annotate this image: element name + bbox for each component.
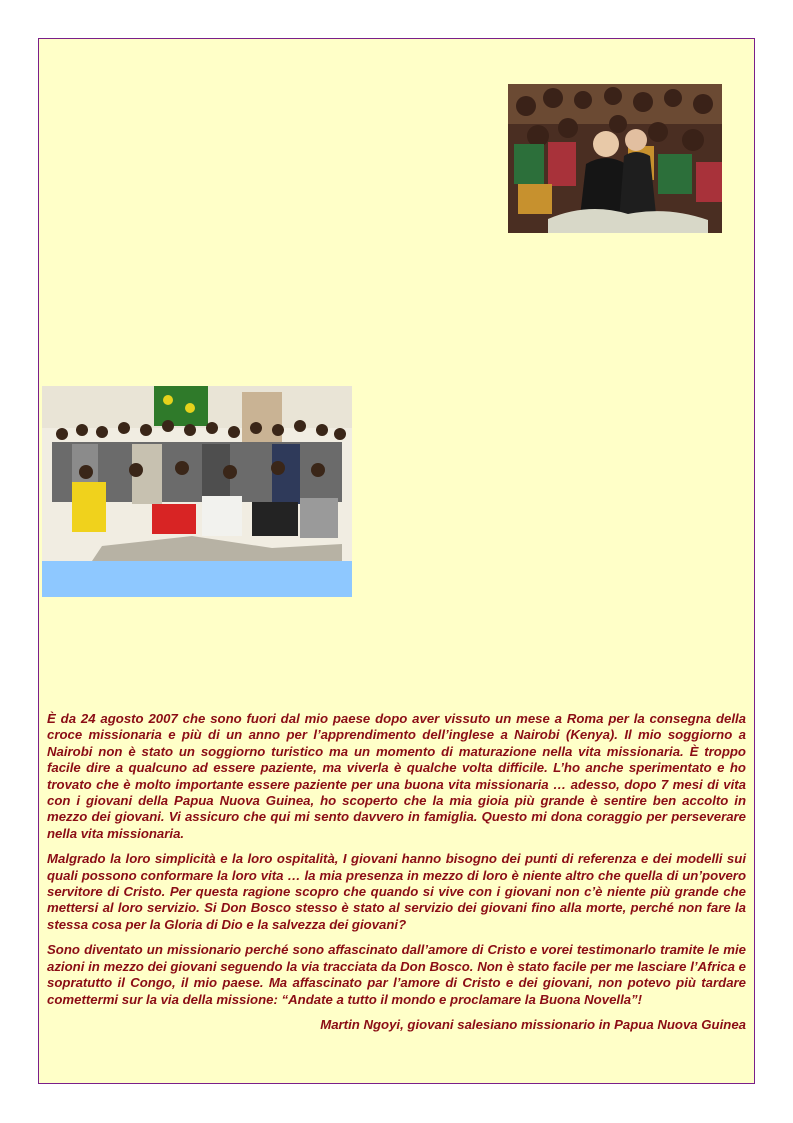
painting-illustration: [508, 84, 722, 233]
article-paragraph: Sono diventato un missionario perché sono affascinato dall’amore di Cristo e vorei testimonarlo tramite le mie azioni in mezzo dei giovani seguendo la via tracciata da Don Bosco. Non è stato facile per me lasciare l’Africa e sopratutto il Congo, il mio paese. Ma affascinato par l’amore di Cristo e dei giovani, non potevo più tardare comettermi sur la via della missione: “Andate a tutto il mondo e proclamare la Buona Novella”!: [47, 942, 746, 1007]
article-paragraph: Malgrado la loro simplicità e la loro ospitalità, I giovani hanno bisogno dei punti di referenza e dei modelli sui quali possono conformare la loro vita … la mia presenza in mezzo di loro è niente altro che quella di un’povero servitore di Cristo. Per questa ragione scopro che quando si vive con i giovani non c’è niente più grande che mettersi al loro servizio. Si Don Bosco stesso è stato al servizio dei giovani fino alla morte, perché non fare la stessa cosa per la Gloria di Dio e la salvezza dei giovani?: [47, 851, 746, 932]
youth-group-photo-image: [42, 386, 352, 597]
missionary-painting-image: [508, 84, 722, 233]
article-paragraph: È da 24 agosto 2007 che sono fuori dal mio paese dopo aver vissuto un mese a Roma per la consegna della croce missionaria e più di un anno per l’apprendimento dell’inglese a Nairobi (Kenya). Il mio soggiorno a Nairobi non è stato un soggiorno turistico ma un momento di maturazione nella vita missionaria. È troppo facile dire a qualcuno ad essere paziente, ma viverla è qualche volta difficile. L’ho anche sperimentato e ho trovato che è molto importante essere paziente per una buona vita missionaria … adesso, dopo 7 mesi di vita con i giovani della Papua Nuova Guinea, ho scoperto che la mia gioia più grande è sentire ben accolto in mezzo dei giovani. Vi assicuro che qui mi sento davvero in famiglia. Questo mi dona coraggio per perseverare nella vita missionaria.: [47, 711, 746, 841]
caption-band: [42, 561, 352, 597]
article-body: [47, 711, 746, 1042]
group-photo-illustration: [42, 386, 352, 561]
author-signature: Martin Ngoyi, giovani salesiano missionario in Papua Nuova Guinea: [320, 1016, 746, 1032]
